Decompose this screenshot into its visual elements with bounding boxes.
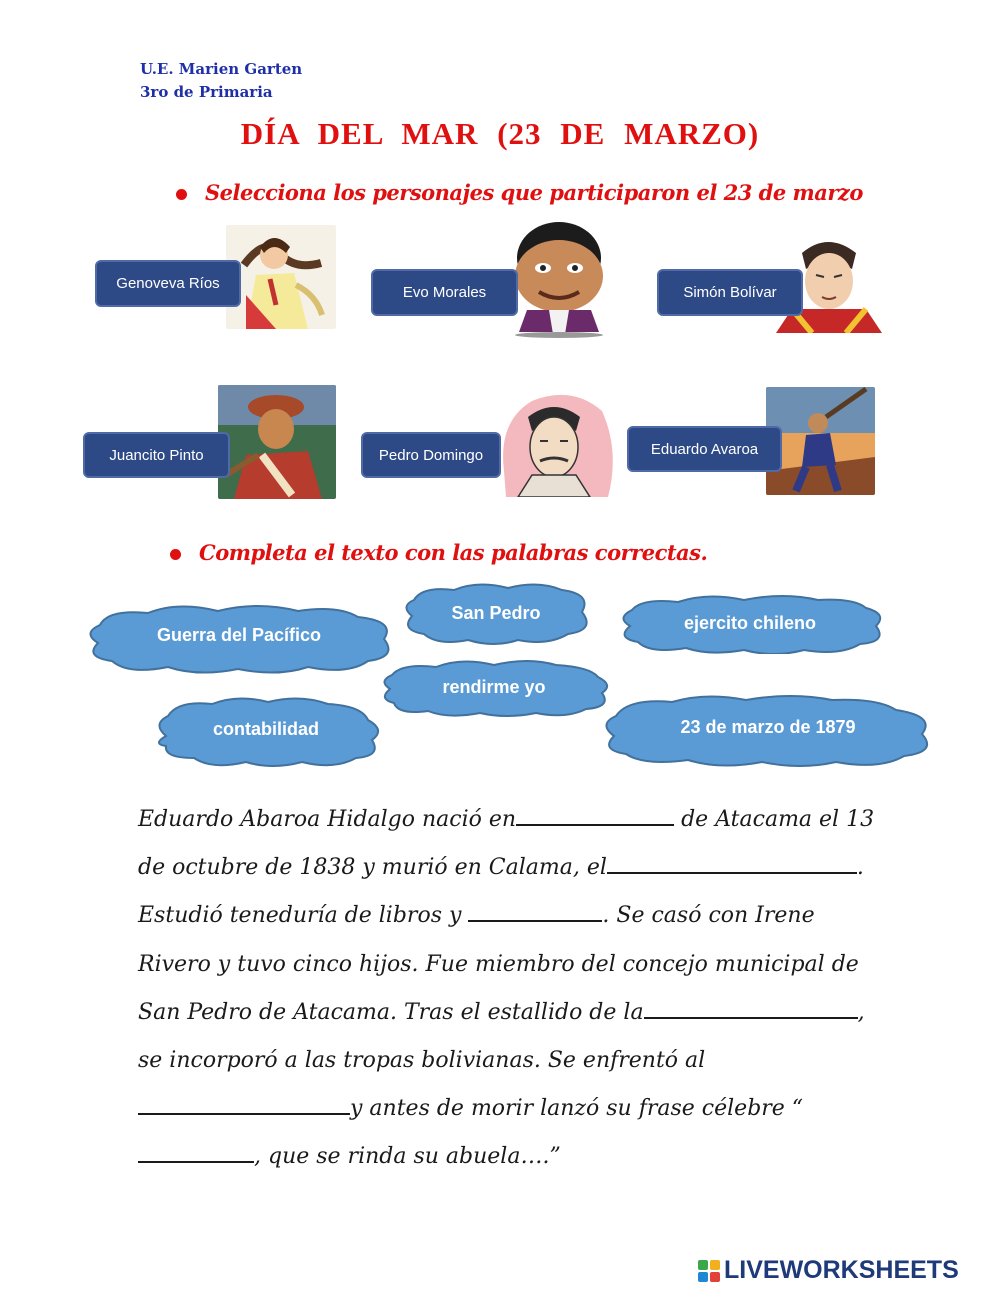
word-label: Guerra del Pacífico [156, 625, 322, 645]
bullet-icon [176, 189, 187, 200]
logo-text: LIVEWORKSHEETS [724, 1256, 959, 1284]
word-cloud-23-de-marzo-de-1879[interactable] [596, 694, 940, 768]
instruction-text: Completa el texto con las palabras correctas. [199, 540, 708, 565]
character-button-simon-bolivar[interactable]: Simón Bolívar [657, 269, 803, 316]
character-button-pedro-domingo[interactable]: Pedro Domingo [361, 432, 501, 478]
blank-field-3[interactable] [468, 894, 602, 922]
word-label: ejercito chileno [683, 613, 817, 633]
liveworksheets-logo [698, 1256, 959, 1285]
word-label: San Pedro [451, 603, 541, 623]
character-button-eduardo-avaroa[interactable]: Eduardo Avaroa [627, 426, 782, 472]
character-button-genoveva-rios[interactable]: Genoveva Ríos [95, 260, 241, 307]
genoveva-rios-portrait [226, 225, 336, 329]
word-cloud-rendirme-yo[interactable] [376, 659, 612, 717]
instruction-select-characters [176, 180, 863, 205]
blank-field-5[interactable] [138, 1087, 350, 1115]
blank-field-2[interactable] [607, 846, 857, 874]
logo-blocks-icon [698, 1260, 720, 1282]
word-cloud-ejercito-chileno[interactable] [614, 594, 886, 654]
bullet-icon [170, 549, 181, 560]
grade-label: 3ro de Primaria [140, 83, 273, 101]
passage-text: . Se casó con Irene Rivero y tuvo cinco hijos. Fue miembro del concejo municipal de San Pedro de Atacama. Tras el estallido de la [138, 903, 859, 1025]
word-cloud-san-pedro[interactable] [398, 582, 594, 646]
instruction-complete-text [170, 540, 707, 565]
pedro-domingo-portrait [492, 391, 618, 497]
passage-text: y antes de morir lanzó su frase célebre “ [350, 1096, 804, 1122]
blank-field-1[interactable] [516, 798, 674, 826]
page-title: DÍA DEL MAR (23 DE MARZO) [240, 116, 760, 151]
word-label: rendirme yo [442, 677, 546, 697]
passage-text: de Atacama el 13 de octubre de 1838 y murió en Calama, el [138, 807, 875, 881]
character-button-juancito-pinto[interactable]: Juancito Pinto [83, 432, 230, 478]
fill-in-passage [138, 796, 878, 1182]
juancito-pinto-portrait [218, 385, 336, 499]
blank-field-6[interactable] [138, 1135, 254, 1163]
word-cloud-guerra-del-pacifico[interactable] [78, 603, 400, 676]
word-label: contabilidad [212, 719, 319, 739]
character-button-evo-morales[interactable]: Evo Morales [371, 269, 518, 316]
passage-text: , se incorporó a las tropas bolivianas. Se enfrentó al [138, 999, 865, 1074]
word-cloud-contabilidad[interactable] [150, 696, 382, 768]
eduardo-avaroa-portrait [766, 387, 875, 495]
blank-field-4[interactable] [644, 991, 858, 1019]
word-label: 23 de marzo de 1879 [680, 717, 856, 737]
instruction-text: Selecciona los personajes que participaron el 23 de marzo [205, 180, 863, 205]
school-name: U.E. Marien Garten [140, 60, 303, 78]
passage-text: Eduardo Abaroa Hidalgo nació en [138, 807, 517, 832]
passage-text: , que se rinda su abuela….” [254, 1144, 561, 1170]
passage-text: . Estudió teneduría de libros y [138, 855, 864, 929]
